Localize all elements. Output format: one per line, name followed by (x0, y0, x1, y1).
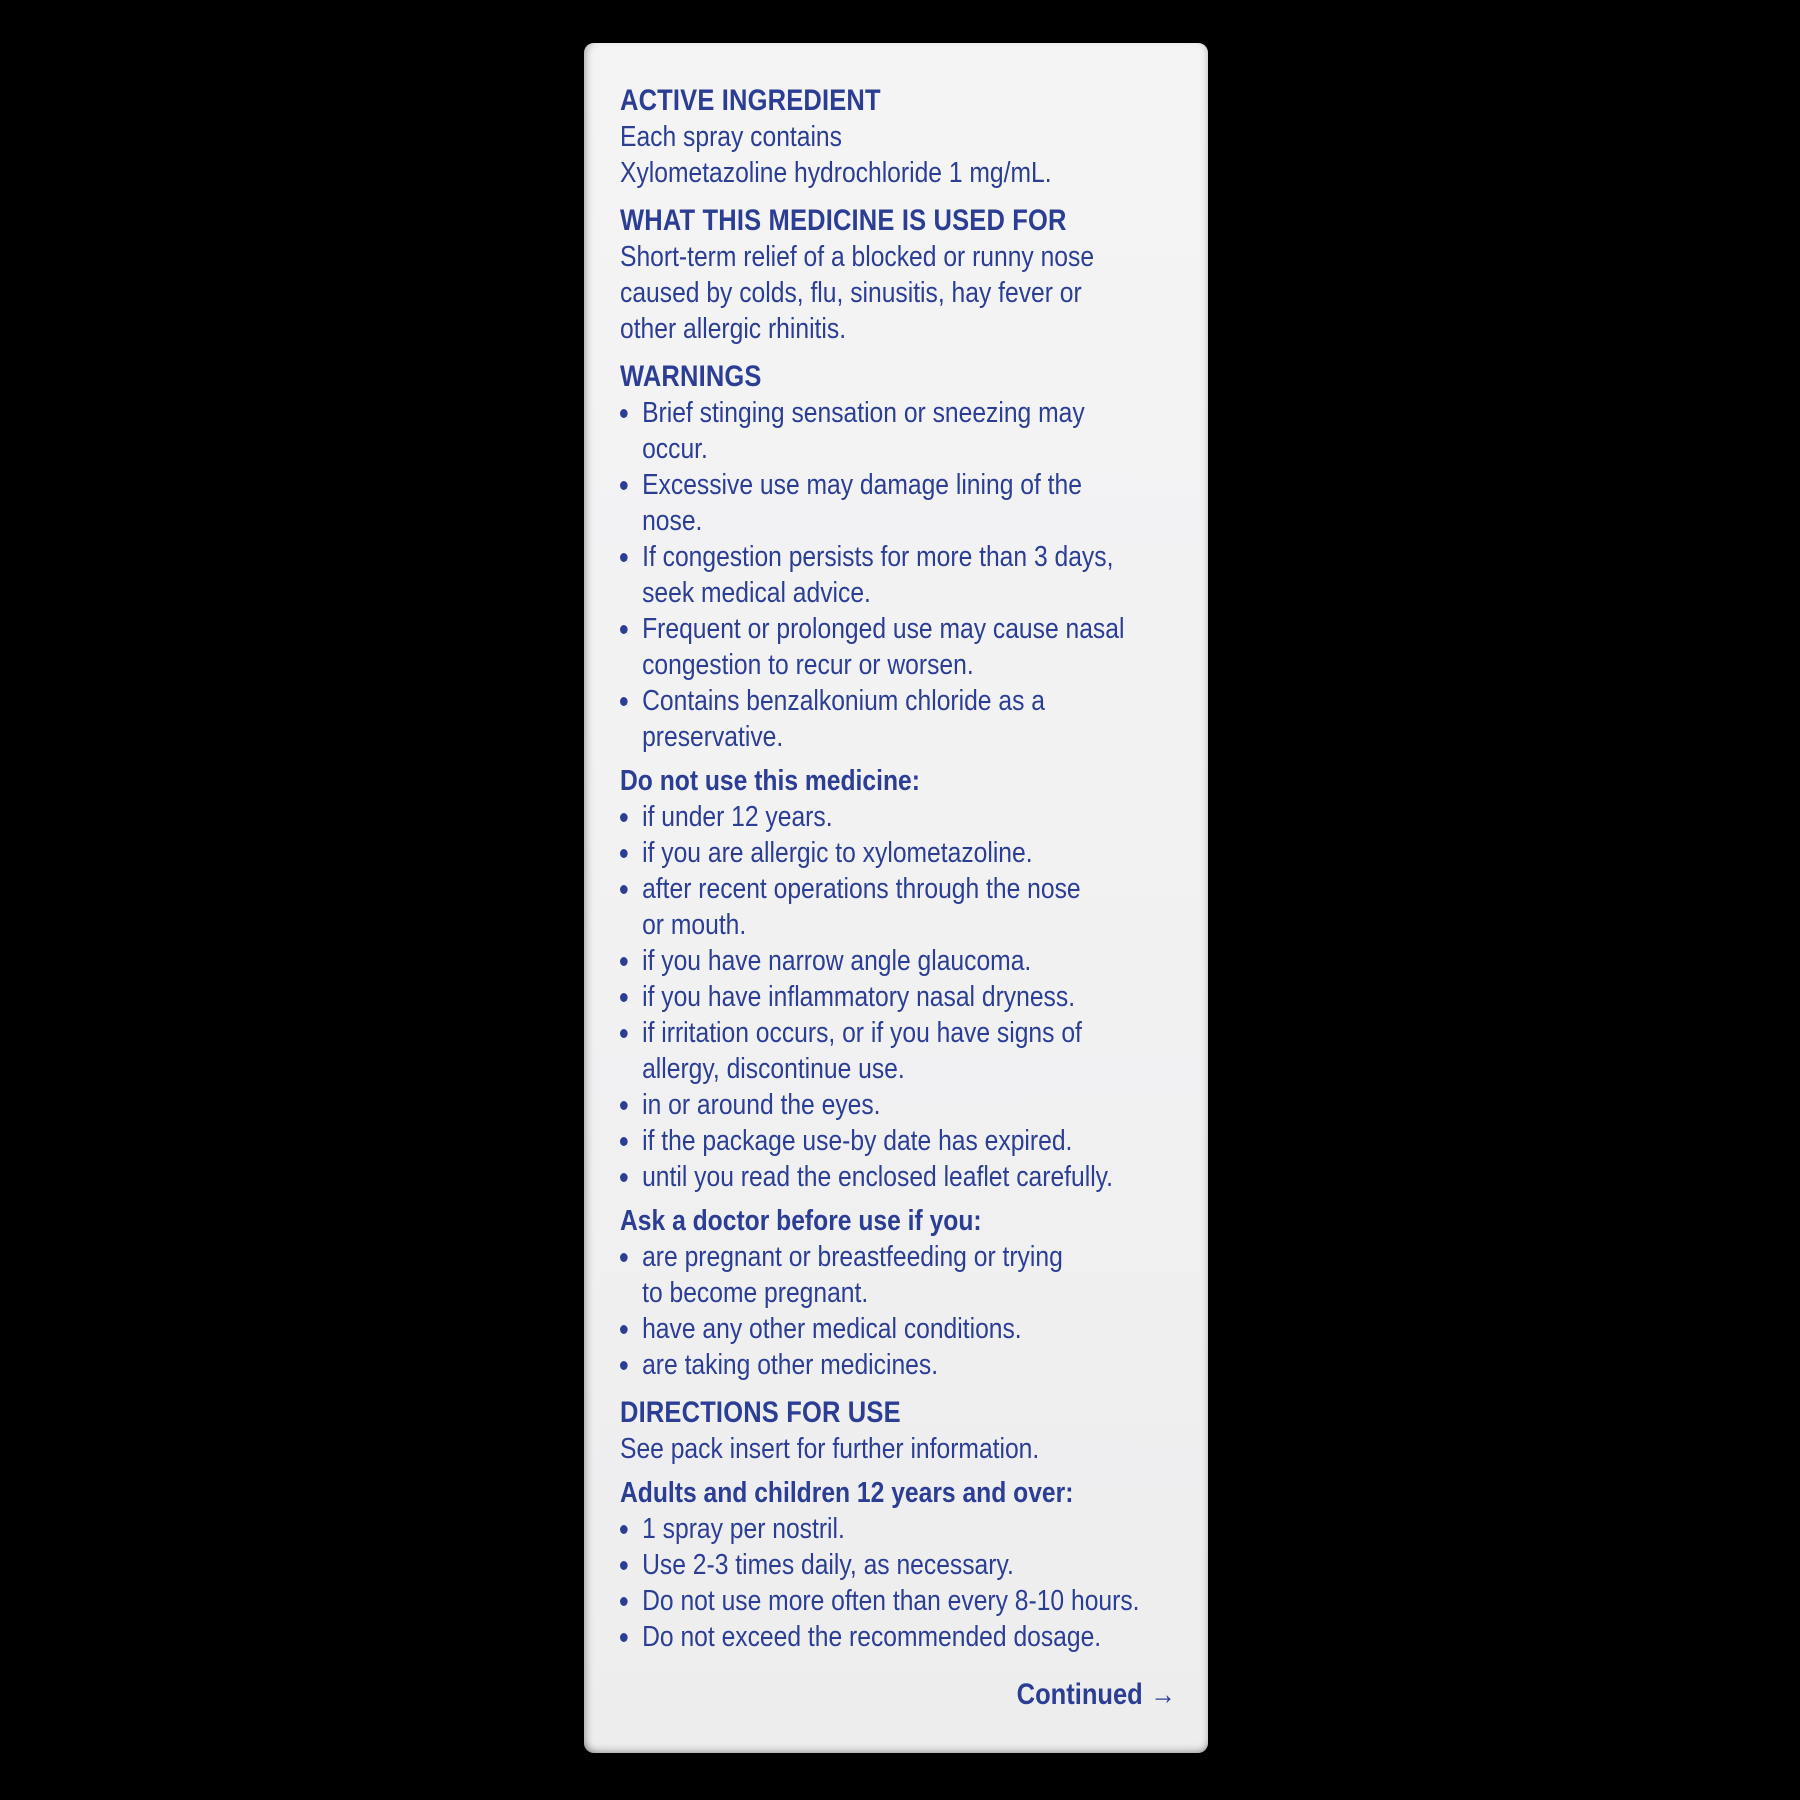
text-line: Do not use more often than every 8-10 hours. (642, 1585, 1140, 1617)
bullet-item (620, 1239, 1181, 1311)
bullet-text (642, 799, 1181, 835)
bullet-icon (620, 885, 628, 894)
bullet-icon (620, 1561, 628, 1570)
text-line: if you have narrow angle glaucoma. (642, 945, 1032, 977)
bullet-icon (620, 1173, 628, 1182)
text-line: Excessive use may damage lining of the (642, 469, 1082, 501)
bullet-item (620, 1547, 1181, 1583)
section-subheader (620, 1475, 1181, 1511)
section-subheader (620, 1203, 1181, 1239)
bullet-item (620, 979, 1181, 1015)
continued-label: Continued (1016, 1678, 1143, 1711)
bullet-icon (620, 1137, 628, 1146)
text-line: allergy, discontinue use. (642, 1053, 905, 1085)
bullet-text (642, 1311, 1181, 1347)
bullet-item (620, 1087, 1181, 1123)
text-line: in or around the eyes. (642, 1089, 881, 1121)
paragraph (620, 119, 1181, 191)
bullet-icon (620, 957, 628, 966)
bullet-icon (620, 1525, 628, 1534)
bullet-text (642, 1547, 1181, 1583)
medicine-label-panel (584, 43, 1208, 1753)
text-line: congestion to recur or worsen. (642, 649, 974, 681)
text-line: are pregnant or breastfeeding or trying (642, 1241, 1063, 1273)
bullet-icon (620, 1101, 628, 1110)
bullet-icon (620, 813, 628, 822)
bullet-text (642, 683, 1181, 755)
bullet-icon (620, 1253, 628, 1262)
text-line: if you have inflammatory nasal dryness. (642, 981, 1076, 1013)
text-line: If congestion persists for more than 3 days, (642, 541, 1114, 573)
bullet-icon (620, 849, 628, 858)
text-line: if under 12 years. (642, 801, 833, 833)
bullet-icon (620, 625, 628, 634)
text-line: if irritation occurs, or if you have signs of (642, 1017, 1082, 1049)
bullet-item (620, 1511, 1181, 1547)
bullet-icon (620, 1633, 628, 1642)
bullet-icon (620, 1361, 628, 1370)
bullet-text (642, 1015, 1181, 1087)
bullet-text (642, 1347, 1181, 1383)
text-line: Short-term relief of a blocked or runny nose (620, 241, 1095, 273)
bullet-text (642, 395, 1181, 467)
bullet-text (642, 835, 1181, 871)
bullet-text (642, 1583, 1181, 1619)
bullet-icon (620, 993, 628, 1002)
bullet-icon (620, 553, 628, 562)
bullet-icon (620, 409, 628, 418)
bullet-item (620, 871, 1181, 943)
text-line: Brief stinging sensation or sneezing may (642, 397, 1085, 429)
text-line: after recent operations through the nose (642, 873, 1081, 905)
bullet-item (620, 1015, 1181, 1087)
bullet-text (642, 1123, 1181, 1159)
bullet-text (642, 1619, 1181, 1655)
text-line: 1 spray per nostril. (642, 1513, 845, 1545)
text-line: Use 2-3 times daily, as necessary. (642, 1549, 1014, 1581)
section-header (620, 203, 1181, 239)
text-line: other allergic rhinitis. (620, 313, 847, 345)
text-line: occur. (642, 433, 708, 465)
bullet-item (620, 1311, 1181, 1347)
bullet-item (620, 1123, 1181, 1159)
text-line: Do not exceed the recommended dosage. (642, 1621, 1102, 1653)
bullet-item (620, 799, 1181, 835)
text-line: ACTIVE INGREDIENT (620, 84, 881, 117)
text-line: nose. (642, 505, 703, 537)
section-header (620, 83, 1181, 119)
text-line: Xylometazoline hydrochloride 1 mg/mL. (620, 157, 1052, 189)
text-line: DIRECTIONS FOR USE (620, 1396, 901, 1429)
text-line: preservative. (642, 721, 784, 753)
bullet-icon (620, 1597, 628, 1606)
bullet-text (642, 1159, 1181, 1195)
continued-note (620, 1677, 1181, 1713)
bullet-item (620, 395, 1181, 467)
text-line: Ask a doctor before use if you: (620, 1205, 982, 1237)
bullet-item (620, 943, 1181, 979)
bullet-text (642, 467, 1181, 539)
text-line: Adults and children 12 years and over: (620, 1477, 1074, 1509)
bullet-text (642, 979, 1181, 1015)
bullet-text (642, 611, 1181, 683)
text-line: if you are allergic to xylometazoline. (642, 837, 1033, 869)
bullet-icon (620, 1029, 628, 1038)
bullet-text (642, 871, 1181, 943)
bullet-text (642, 1511, 1181, 1547)
text-line: Contains benzalkonium chloride as a (642, 685, 1045, 717)
text-line: seek medical advice. (642, 577, 871, 609)
text-line: if the package use-by date has expired. (642, 1125, 1073, 1157)
bullet-icon (620, 481, 628, 490)
text-line: until you read the enclosed leaflet carefully. (642, 1161, 1114, 1193)
paragraph (620, 1431, 1181, 1467)
bullet-item (620, 683, 1181, 755)
text-line: are taking other medicines. (642, 1349, 939, 1381)
text-line: See pack insert for further information. (620, 1433, 1040, 1465)
bullet-item (620, 539, 1181, 611)
text-line: or mouth. (642, 909, 747, 941)
text-line: to become pregnant. (642, 1277, 869, 1309)
text-line: WHAT THIS MEDICINE IS USED FOR (620, 204, 1067, 237)
text-line: have any other medical conditions. (642, 1313, 1022, 1345)
label-text-column (620, 83, 1181, 1713)
bullet-item (620, 467, 1181, 539)
section-header (620, 359, 1181, 395)
bullet-item (620, 1619, 1181, 1655)
text-line: Frequent or prolonged use may cause nasal (642, 613, 1125, 645)
bullet-text (642, 1087, 1181, 1123)
bullet-item (620, 611, 1181, 683)
bullet-text (642, 1239, 1181, 1311)
bullet-item (620, 1159, 1181, 1195)
label-sections (620, 83, 1181, 1655)
bullet-item (620, 1347, 1181, 1383)
section-subheader (620, 763, 1181, 799)
section-header (620, 1395, 1181, 1431)
continued-arrow-icon: → (1150, 1678, 1176, 1711)
bullet-item (620, 1583, 1181, 1619)
text-line: Do not use this medicine: (620, 765, 920, 797)
paragraph (620, 239, 1181, 347)
bullet-icon (620, 697, 628, 706)
text-line: WARNINGS (620, 360, 762, 393)
bullet-icon (620, 1325, 628, 1334)
bullet-text (642, 539, 1181, 611)
bullet-item (620, 835, 1181, 871)
bullet-text (642, 943, 1181, 979)
text-line: caused by colds, flu, sinusitis, hay fever or (620, 277, 1082, 309)
text-line: Each spray contains (620, 121, 842, 153)
